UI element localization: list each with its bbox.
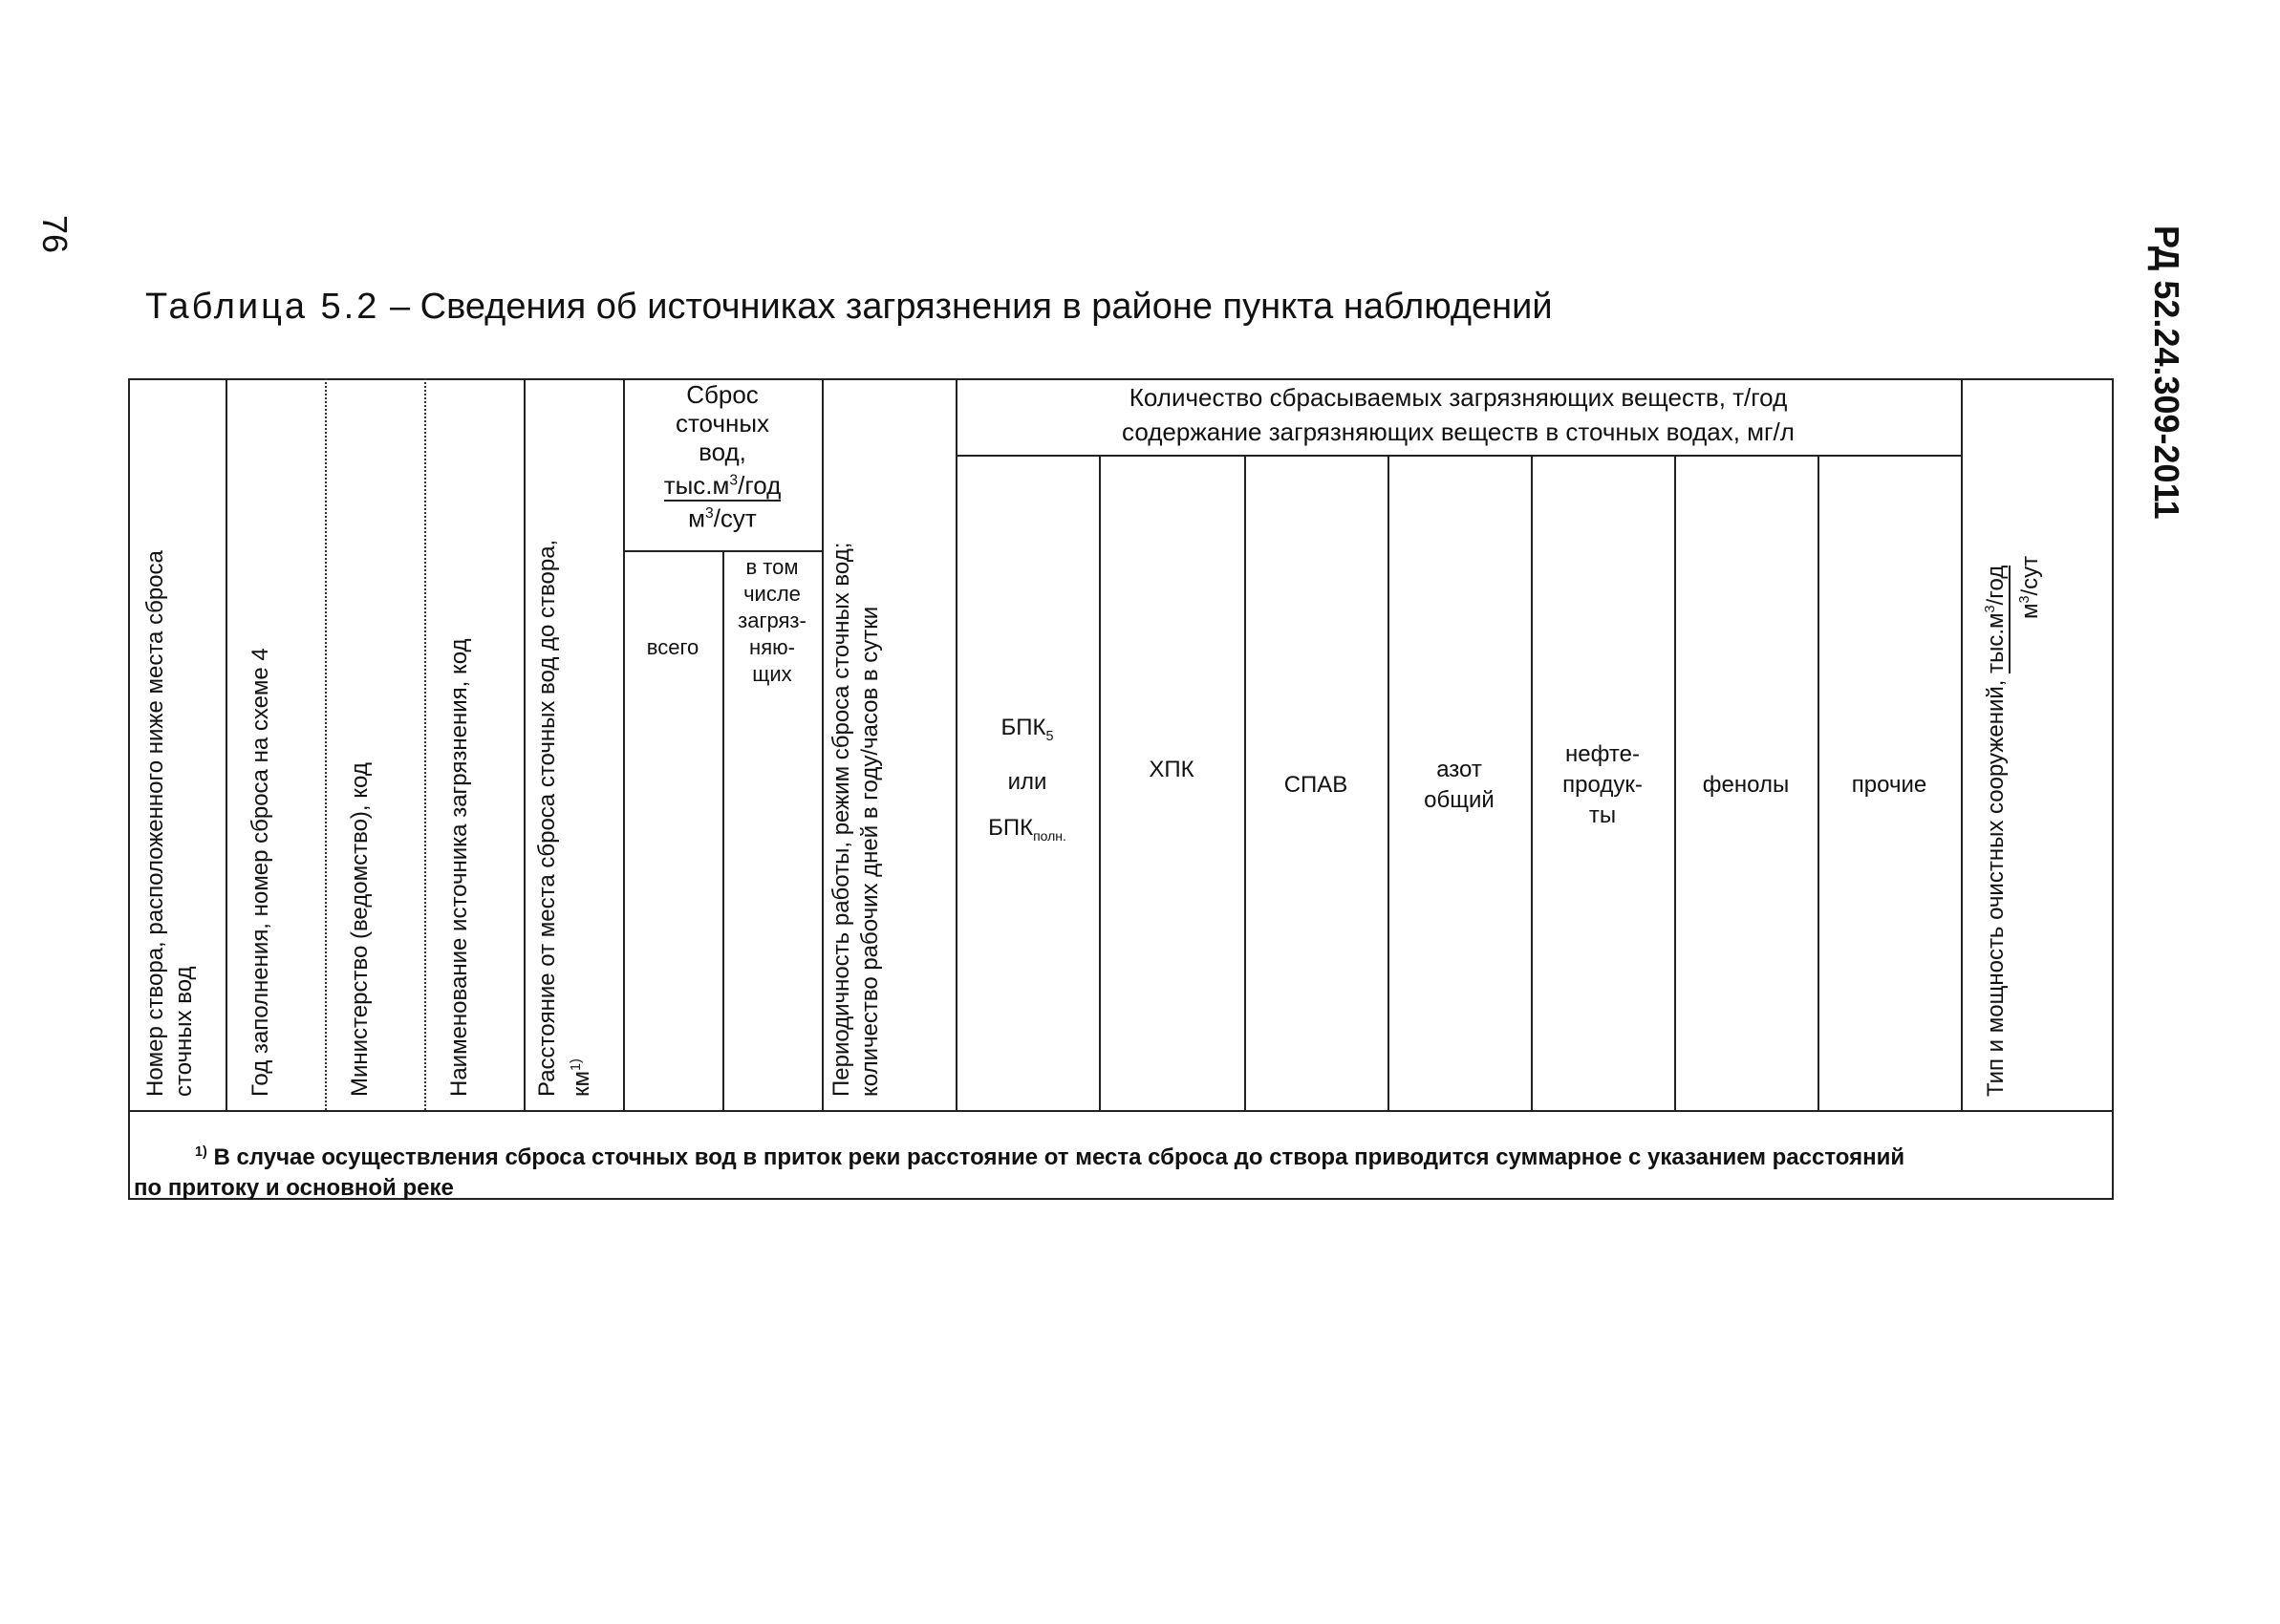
treatment-den-tail: /сут [2017,555,2043,596]
col-divider [226,378,227,1110]
discharge-num-sup: 3 [729,472,739,488]
col-divider [325,378,327,1110]
header-section-number-line2: сточных вод [171,966,197,1097]
oil-line1: нефте- [1565,741,1640,767]
header-total: всего [646,635,699,659]
oil-line2: продук- [1562,772,1643,798]
table-title-text: Сведения об источниках загрязнения в районе пункта наблюдений [419,287,1553,327]
header-discharge-numerator [625,466,820,500]
treatment-numerator [1983,566,2011,673]
header-hpk: ХПК [1149,757,1194,782]
header-treatment [1976,556,2045,1097]
nitrogen-line1: азот [1436,757,1482,782]
header-pollutants [957,380,1959,449]
header-section-number-line1: Номер створа, расположенного ниже места сброса [142,550,168,1097]
header-spav: СПАВ [1283,772,1348,798]
treatment-text: Тип и мощность очистных сооружений, [1983,679,2009,1097]
row-divider [623,550,822,552]
incl-line5: щих [752,662,792,686]
table-title-dash: – [379,287,420,327]
incl-line2: числе [743,582,801,606]
footnote-mark: 1) [569,1058,584,1071]
header-year: Год заполнения, номер сброса на схеме 4 [247,648,273,1097]
discharge-num-unit: тыс.м [663,470,730,500]
footnote-text-line1: В случае осуществления сброса сточных вод в приток реки расстояние от места сброса до створа приводится суммарное с указанием расстояний [206,1144,1905,1170]
footnote-line2: по притоку и основной реке [134,1175,454,1201]
header-discharge [625,380,820,532]
header-discharge-denominator [625,500,820,533]
incl-line1: в том [745,555,799,579]
bpk5-label [957,705,1097,759]
treatment-den-unit: м [2017,603,2043,619]
treatment-num-tail: /год [1983,565,2009,606]
incl-line4: няю- [749,635,795,659]
oil-line3: ты [1588,802,1617,828]
col-divider [424,378,426,1110]
header-periodicity [828,543,885,1097]
header-pollutants-line1: Количество сбрасываемых загрязняющих веществ, т/год [1129,383,1788,412]
bpk-full-text: БПК [988,814,1034,841]
treatment-line2 [2011,556,2045,1097]
treatment-num-unit: тыс.м [1983,612,2009,673]
bpk5-sub: 5 [1045,728,1054,744]
header-periodicity-line2: количество рабочих дней в году/часов в сутки [857,606,883,1097]
bpk5-text: БПК [1000,715,1046,740]
header-section-number [141,550,199,1097]
footnote-line1 [134,1137,2102,1173]
header-distance-unit: км [569,1071,594,1097]
header-nitrogen [1389,755,1529,816]
header-other: прочие [1851,772,1927,798]
header-including-polluting [724,554,820,688]
discharge-num-tail: /год [738,470,782,500]
discharge-den-tail: /сут [713,503,757,533]
footnote [134,1137,2102,1204]
header-oil-products [1533,739,1672,831]
row-divider [956,455,1961,457]
col-divider [524,378,526,1110]
treatment-num-sup: 3 [1983,605,1998,613]
page-number: 76 [35,215,75,254]
discharge-den-sup: 3 [705,504,714,522]
header-discharge-line1: Сброс [686,380,759,409]
col-divider [1961,378,1963,1110]
header-distance [533,540,596,1097]
col-divider [822,378,824,1110]
treatment-den-sup: 3 [2017,595,2033,604]
header-distance-line1: Расстояние от места сброса сточных вод до створа, [534,539,560,1097]
header-distance-line2 [562,540,596,1097]
header-bpk [957,705,1097,859]
document-code: РД 52.24.309-2011 [2147,225,2186,520]
header-phenols: фенолы [1702,772,1790,798]
table-title-lead: Таблица 5.2 [145,287,380,327]
header-periodicity-line1: Периодичность работы, режим сброса сточных вод; [828,542,854,1097]
header-ministry: Министерство (ведомство), код [347,762,373,1097]
bpk-full-label [957,805,1097,859]
row-divider [128,1110,2114,1112]
header-source-name: Наименование источника загрязнения, код [446,638,472,1097]
nitrogen-line2: общий [1424,787,1495,813]
discharge-den-unit: м [688,503,706,533]
header-pollutants-line2: содержание загрязняющих веществ в сточных водах, мг/л [1122,417,1795,446]
header-discharge-line2: сточных [675,409,770,438]
header-discharge-line3: вод, [699,438,746,466]
treatment-line1 [1976,556,2011,1097]
footnote-marker: 1) [195,1144,207,1160]
table-title [145,287,1553,328]
bpk-or: или [1007,768,1047,795]
bpk-full-sub: полн. [1033,827,1066,844]
incl-line3: загряз- [738,609,807,632]
